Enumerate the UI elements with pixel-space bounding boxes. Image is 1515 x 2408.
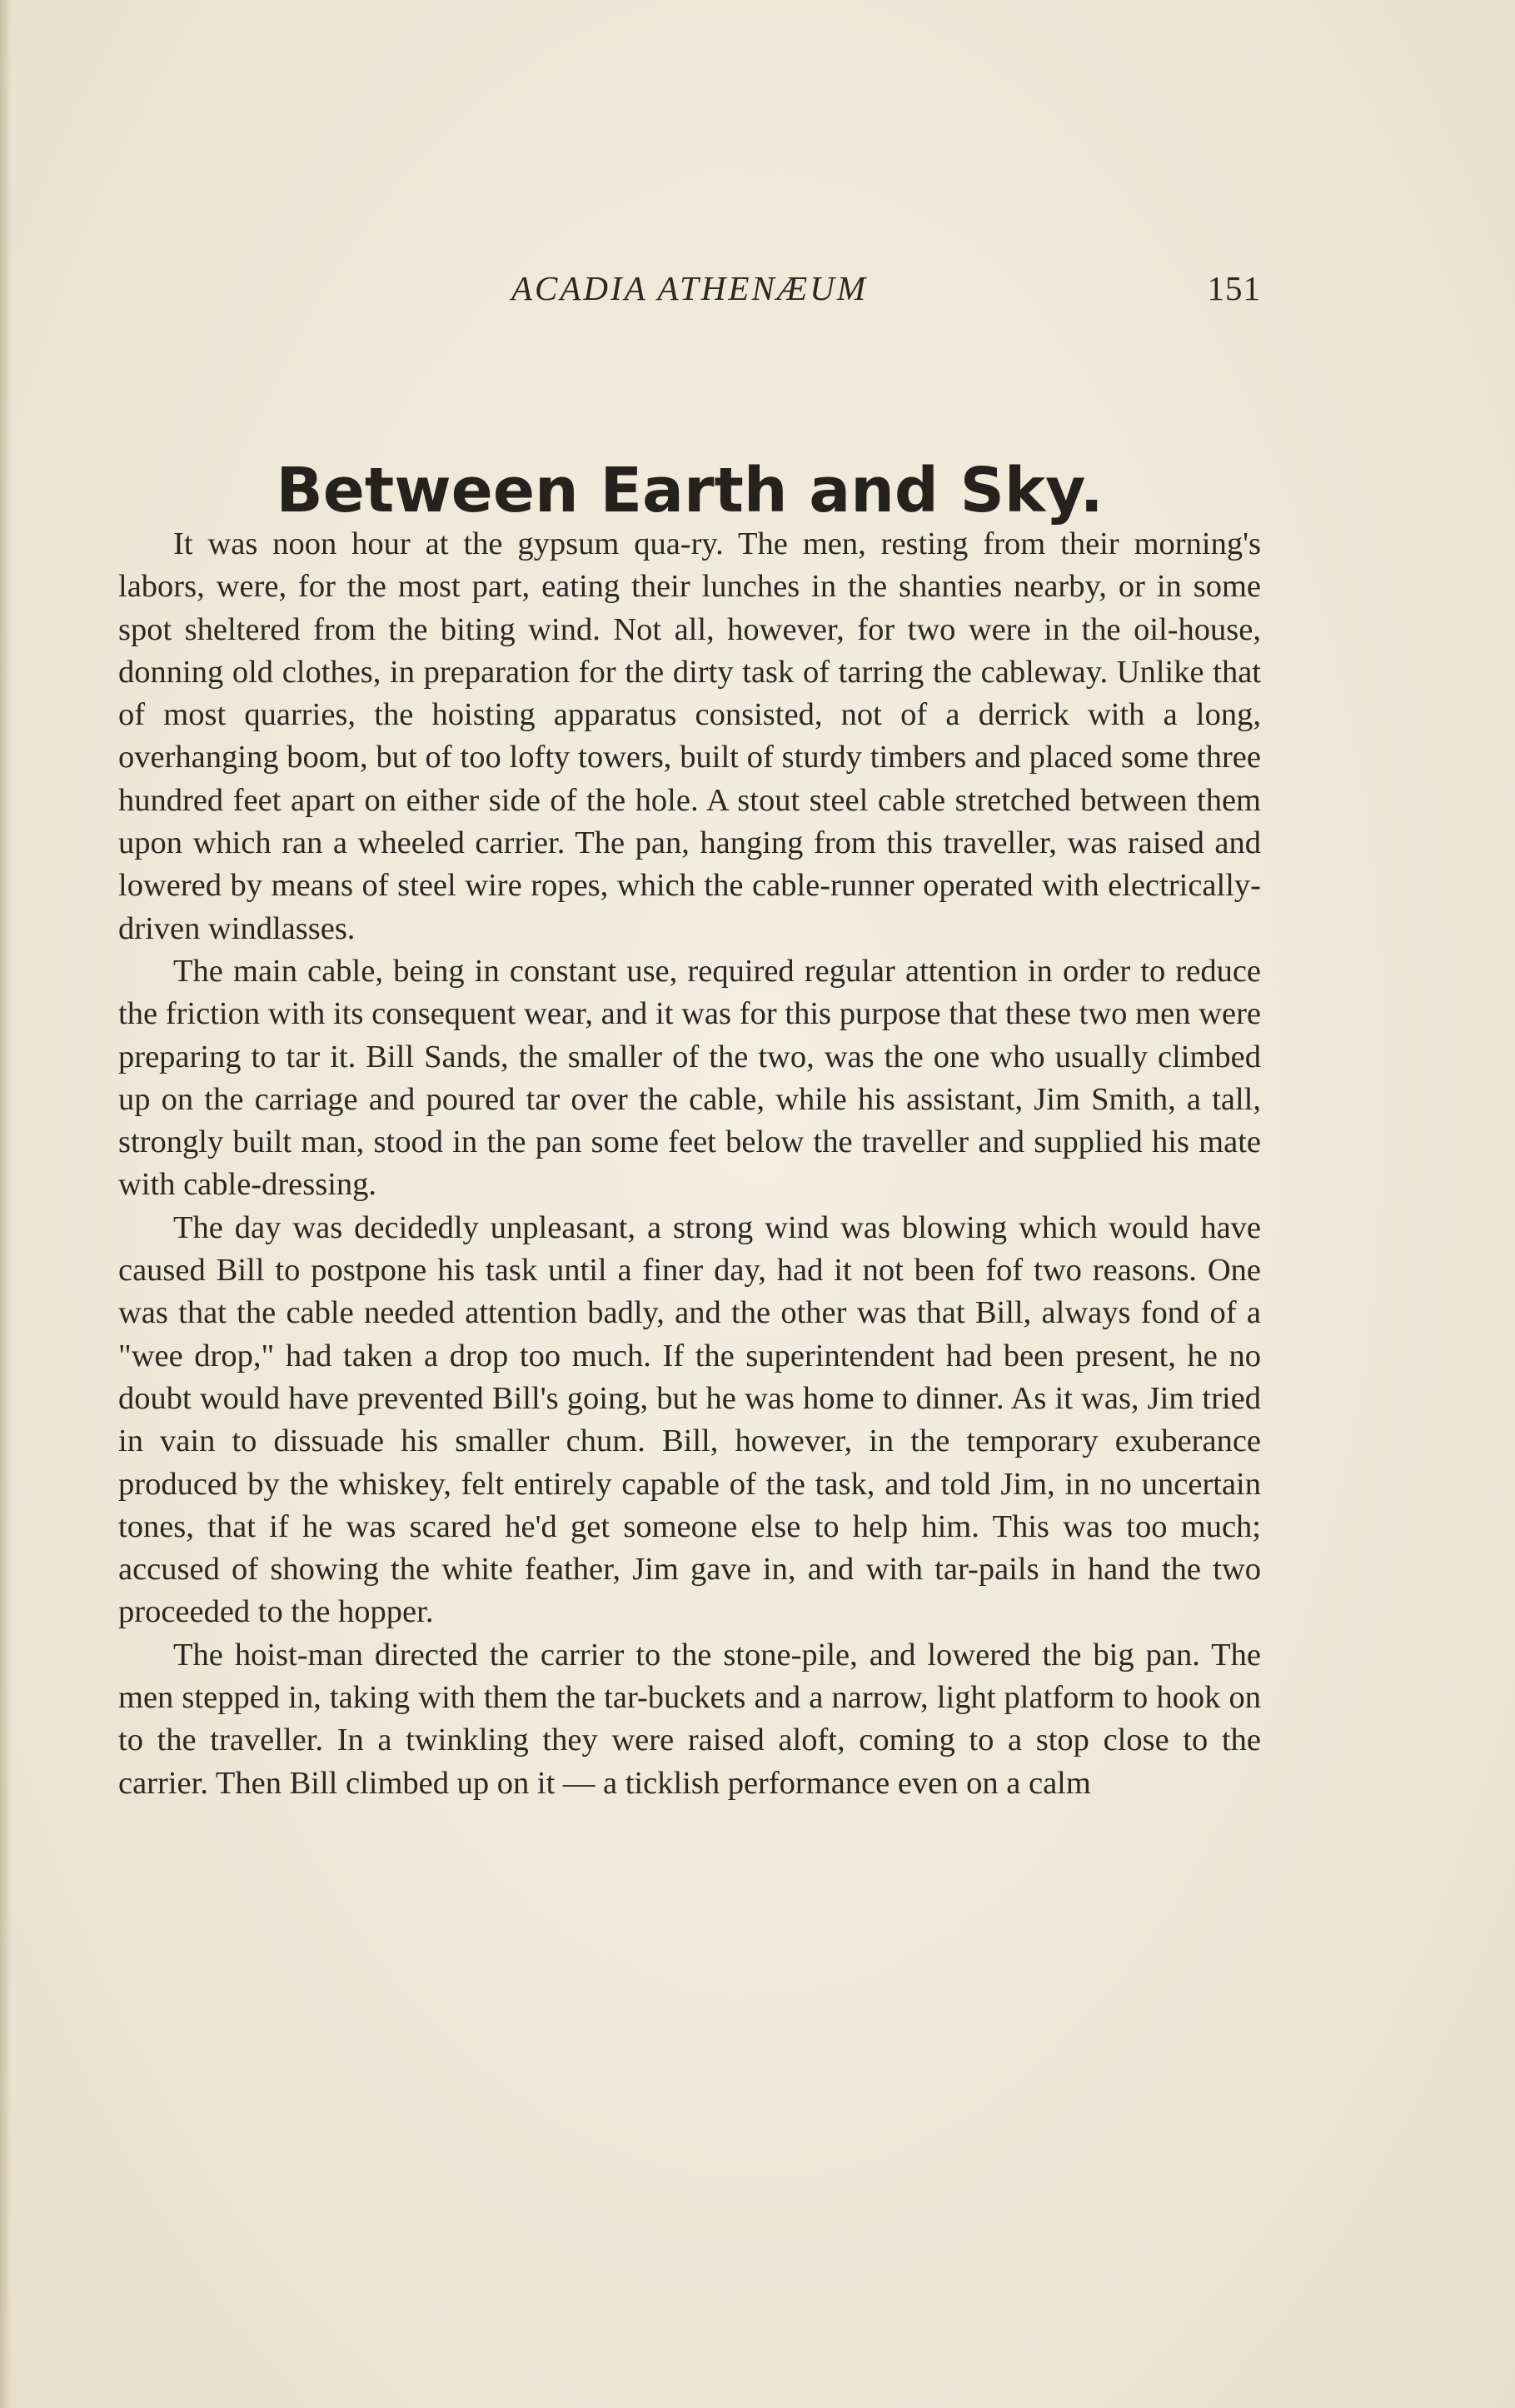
article-body [118,523,1261,1805]
paragraph-2: The main cable, being in constant use, required regular attention in order to reduce the friction with its consequent wear, and it was for this purpose that these two men were preparing to tar it. Bill Sands, the smaller of the two, was the one who usually climbed up on the carriage and poured tar over the cable, while his assistant, Jim Smith, a tall, strongly built man, stood in the pan some feet below the traveller and supplied his mate with cable-dressing. [118,953,1261,1203]
paragraph-3: The day was decidedly unpleasant, a strong wind was blowing which would have caused Bill to postpone his task until a finer day, had it not been fof two reasons. One was that the cable needed attention badly, and the other was that Bill, always fond of a "wee drop," had taken a drop too much. If the superintendent had been present, he no doubt would have prevented Bill's going, but he was home to dinner. As it was, Jim tried in vain to dissuade his smaller chum. Bill, however, in the temporary exuberance produced by the whiskey, felt entirely capable of the task, and told Jim, in no uncertain tones, that if he was scared he'd get someone else to help him. This was too much; accused of showing the white feather, Jim gave in, and with tar-pails in hand the two proceeded to the hopper. [118,1209,1261,1630]
article-title: Between Earth and Sky. [276,454,1104,526]
page-edge-shadow [0,0,12,2408]
journal-name: ACADIA ATHENÆUM [511,269,869,307]
page-number: 151 [1207,269,1261,307]
paragraph-4: The hoist-man directed the carrier to the stone-pile, and lowered the big pan. The men stepped in, taking with them the tar-buckets and a narrow, light platform to hook on to the traveller. In a twinkling they were raised aloft, coming to a stop close to the carrier. Then Bill climbed up on it — a ticklish performance even on a calm [118,1637,1261,1801]
running-header [118,268,1261,310]
paragraph-1: It was noon hour at the gypsum qua-ry. The men, resting from their morning's labors, were, for the most part, eating their lunches in the shanties nearby, or in some spot sheltered from the biting wind. Not all, however, for two were in the oil-house, donning old clothes, in preparation for the dirty task of tarring the cableway. Unlike that of most quarries, the hoisting apparatus consisted, not of a derrick with a long, overhanging boom, but of too lofty towers, built of sturdy timbers and placed some three hundred feet apart on either side of the hole. A stout steel cable stretched between them upon which ran a wheeled carrier. The pan, hanging from this traveller, was raised and lowered by means of steel wire ropes, which the cable-runner operated with electrically-driven windlasses. [118,526,1261,946]
